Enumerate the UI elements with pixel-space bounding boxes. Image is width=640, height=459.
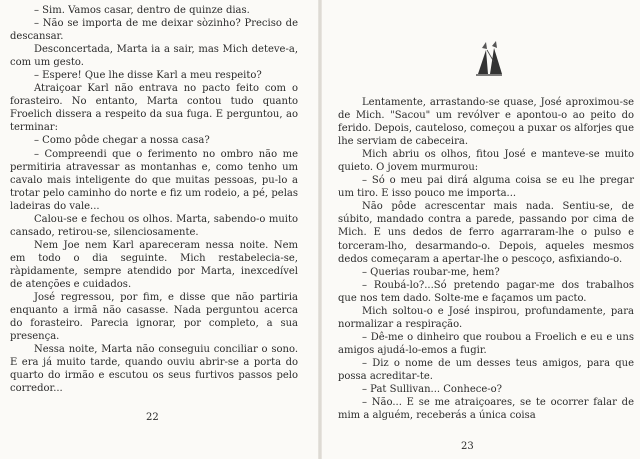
paragraph: Mich abriu os olhos, fitou José e manteve-se muito quieto. O jovem murmurou: <box>338 149 634 174</box>
trees-ornament-icon <box>472 40 506 80</box>
paragraph: – Compreendi que o ferimento no ombro não me permitiria atravessar as montanhas e, como tenho um cavalo mais inteligente do que muitas pessoas, pu-lo a trotar pelo caminho do norte e fiz um rodeio, a pé, pelas ladeiras do vale... <box>10 148 298 212</box>
paragraph: – Só o meu pai dirá alguma coisa se eu lhe pregar um tiro. E isso pouco me importa... <box>338 175 634 200</box>
paragraph: – Diz o nome de um desses teus amigos, para que possa acreditar-te. <box>338 357 634 382</box>
paragraph: Calou-se e fechou os olhos. Marta, sabendo-o muito cansado, retirou-se, silenciosamente. <box>10 213 298 238</box>
paragraph: Não pôde acrescentar mais nada. Sentiu-se, de súbito, mandado contra a parede, passando por cima de Mich. E uns dedos de ferro agarraram-lhe o pulso e torceram-lho, desarmando-o. Depois, aqueles mesmos dedos começaram a apertar-lhe o pescoço, asfixiando-o. <box>338 201 634 265</box>
paragraph: Mich soltou-o e José inspirou, profundamente, para normalizar a respiração. <box>338 305 634 330</box>
paragraph: – Querias roubar-me, hem? <box>362 266 500 278</box>
paragraph: – Pat Sullivan... Conhece-o? <box>362 384 503 396</box>
right-page <box>322 0 640 459</box>
paragraph: – Sim. Vamos casar, dentro de quinze dias. <box>34 5 250 16</box>
left-page <box>0 0 318 459</box>
paragraph: Lentamente, arrastando-se quase, José aproximou-se de Mich. "Sacou" um revólver e apontou-o ao peito do ferido. Depois, cauteloso, começou a puxar os alforjes que lhe serviam de cabeceira. <box>338 97 634 148</box>
page-number-left: 22 <box>146 412 159 423</box>
paragraph: José regressou, por fim, e disse que não partiria enquanto a irmã não casasse. Nada perguntou acerca do forasteiro. Parecia ignorar, por completo, a sua presença. <box>10 292 298 343</box>
paragraph: – Como pôde chegar a nossa casa? <box>34 135 210 147</box>
paragraph: Nessa noite, Marta não conseguiu conciliar o sono. E era já muito tarde, quando ouviu abrir-se a porta do quarto do irmão e escutou os seus furtivos passos pelo corredor... <box>10 344 298 395</box>
right-page-text <box>338 96 634 422</box>
page-number-right: 23 <box>461 441 474 452</box>
paragraph: – Roubá-lo?...Só pretendo pagar-me dos trabalhos que nos tem dado. Solte-me e façamos um pacto. <box>338 279 634 304</box>
left-page-text <box>10 4 298 395</box>
paragraph: Nem Joe nem Karl apareceram nessa noite. Nem em todo o dia seguinte. Mich restabelecia-se, ràpidamente, sempre atendido por Marta, inexcedível de atenções e cuidados. <box>10 239 298 290</box>
paragraph: – Não se importa de me deixar sòzinho? Preciso de descansar. <box>10 18 298 43</box>
paragraph: – Não... E se me atraiçoares, se te ocorrer falar de mim a alguém, receberás a única coisa <box>338 397 634 422</box>
paragraph: Atraiçoar Karl não entrava no pacto feito com o forasteiro. No entanto, Marta contou tudo quanto Froelich dissera a respeito da sua fuga. E perguntou, ao terminar: <box>10 83 298 134</box>
paragraph: – Espere! Que lhe disse Karl a meu respeito? <box>34 70 262 82</box>
paragraph: Desconcertada, Marta ia a sair, mas Mich deteve-a, com um gesto. <box>10 44 298 69</box>
paragraph: – Dê-me o dinheiro que roubou a Froelich e eu e uns amigos ajudá-lo-emos a fugir. <box>338 331 634 356</box>
